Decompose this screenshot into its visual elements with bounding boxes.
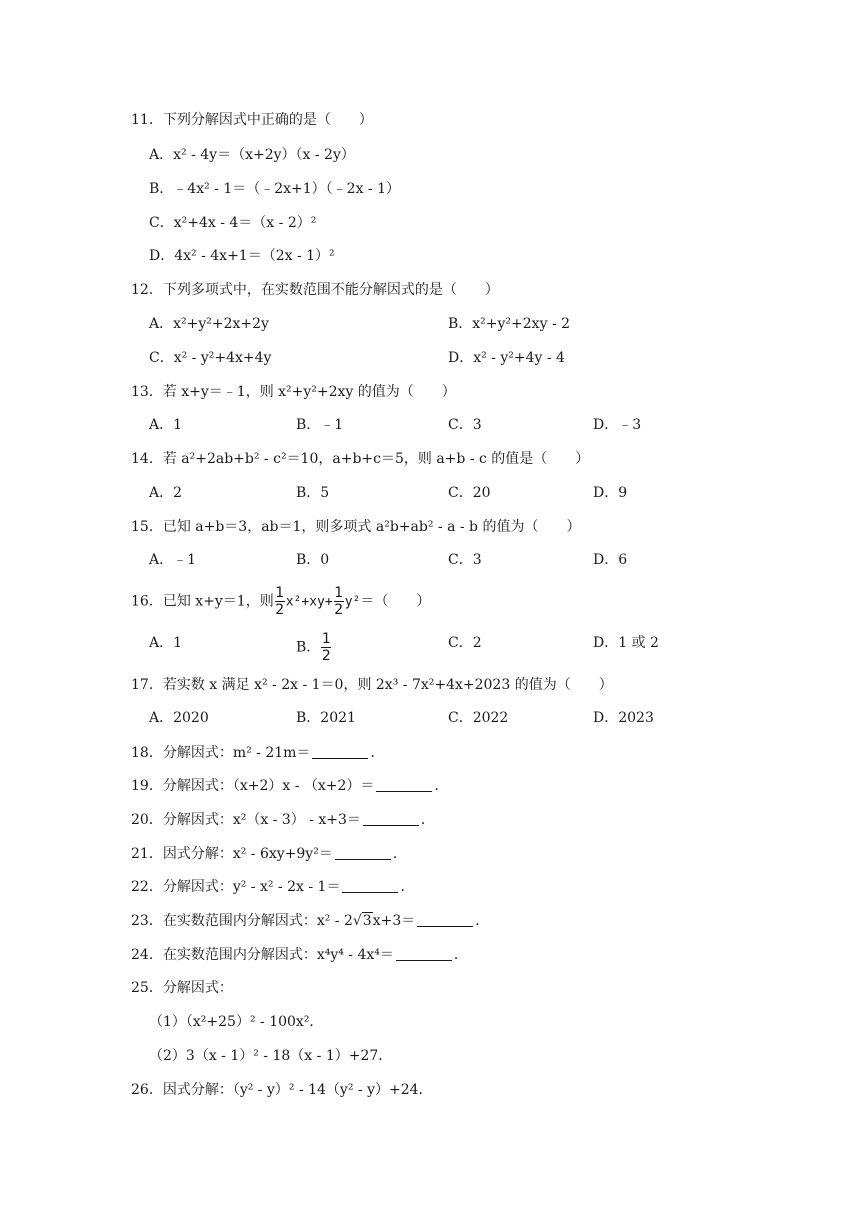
denominator: 2 xyxy=(275,602,285,618)
option-row xyxy=(0,212,860,234)
answer-blank[interactable] xyxy=(312,744,368,759)
option-d[interactable]: D．4x² - 4x+1＝（2x - 1）² xyxy=(149,248,335,264)
answer-blank[interactable] xyxy=(363,811,419,826)
option-row xyxy=(0,707,860,729)
option-c[interactable]: C．2 xyxy=(448,635,482,651)
option-b[interactable]: B．﹣1 xyxy=(296,417,344,433)
option-d[interactable]: D．9 xyxy=(593,485,628,501)
option-row xyxy=(0,313,860,335)
answer-blank[interactable] xyxy=(396,946,452,961)
option-b[interactable]: B．5 xyxy=(296,485,330,501)
option-row xyxy=(0,482,860,504)
option-b[interactable]: B．2021 xyxy=(296,710,356,726)
fraction-one-half xyxy=(275,586,285,617)
radicand: 3 xyxy=(362,913,372,929)
question-24 xyxy=(0,944,860,966)
question-stem: 23．在实数范围内分解因式：x² - 2 xyxy=(131,913,353,929)
question-stem: 22．分解因式：y² - x² - 2x - 1＝ xyxy=(131,879,341,895)
option-a[interactable]: A．﹣1 xyxy=(149,552,197,568)
option-row xyxy=(0,549,860,571)
stem-suffix: ＝（ ） xyxy=(360,593,431,610)
question-22 xyxy=(0,876,860,898)
numerator: 1 xyxy=(275,585,285,601)
option-c[interactable]: C．20 xyxy=(448,485,491,501)
option-a[interactable]: A．2 xyxy=(149,485,183,501)
question-stem: 20．分解因式：x²（x - 3） - x+3＝ xyxy=(131,812,361,828)
period: ． xyxy=(453,947,468,963)
period: ． xyxy=(420,812,435,828)
question-stem: 26．因式分解：（y² - y）² - 14（y² - y）+24． xyxy=(131,1082,433,1098)
question-stem: 14．若 a²+2ab+b² - c²＝10，a+b+c＝5，则 a+b - c 的值是（ ） xyxy=(131,451,590,467)
question-stem: 25．分解因式： xyxy=(131,980,233,996)
option-c[interactable]: C．x²+4x - 4＝（x - 2）² xyxy=(149,215,317,231)
period: ． xyxy=(370,745,385,761)
option-b[interactable]: B．﹣4x² - 1＝（﹣2x+1）（﹣2x - 1） xyxy=(149,181,401,197)
question-19 xyxy=(0,775,860,797)
question-stem: 19．分解因式：（x+2）x - （x+2）＝ xyxy=(131,778,375,794)
stem-prefix: 16．已知 x+y＝1，则 xyxy=(131,593,274,610)
option-c[interactable]: C．2022 xyxy=(448,710,509,726)
numerator: 1 xyxy=(334,585,344,601)
fraction-one-half xyxy=(334,586,344,617)
expr-part: y² xyxy=(344,594,361,610)
option-row xyxy=(0,178,860,200)
question-stem: 11．下列分解因式中正确的是（ ） xyxy=(131,112,373,128)
period: ． xyxy=(392,846,407,862)
option-a[interactable]: A．1 xyxy=(149,635,183,651)
sub-question xyxy=(0,1011,860,1033)
sqrt-symbol: √3 xyxy=(352,913,372,929)
option-a[interactable]: A．1 xyxy=(149,417,183,433)
option-d[interactable]: D．2023 xyxy=(593,710,654,726)
sub-question-2: （2）3（x - 1）² - 18（x - 1）+27． xyxy=(149,1048,393,1064)
question-stem: 17．若实数 x 满足 x² - 2x - 1＝0，则 2x³ - 7x²+4x+2023 的值为（ ） xyxy=(131,677,613,693)
expr-part: x²+xy+ xyxy=(285,594,333,610)
option-b[interactable]: B．0 xyxy=(296,552,330,568)
question-stem: 12．下列多项式中，在实数范围不能分解因式的是（ ） xyxy=(131,282,499,298)
question-23 xyxy=(0,910,860,932)
answer-blank[interactable] xyxy=(335,845,391,860)
sub-question xyxy=(0,1045,860,1067)
question-21 xyxy=(0,843,860,865)
option-b[interactable]: B．x²+y²+2xy - 2 xyxy=(448,316,571,332)
question-16 xyxy=(0,586,860,616)
option-label: B． xyxy=(296,639,321,656)
question-stem: 24．在实数范围内分解因式：x⁴y⁴ - 4x⁴＝ xyxy=(131,947,394,963)
question-25 xyxy=(0,977,860,999)
denominator: 2 xyxy=(334,602,344,618)
period: ． xyxy=(475,913,490,929)
period: ． xyxy=(434,778,449,794)
question-18 xyxy=(0,742,860,764)
option-a[interactable]: A．x² - 4y＝（x+2y）（x - 2y） xyxy=(149,147,355,163)
question-17 xyxy=(0,674,860,696)
question-26 xyxy=(0,1079,860,1101)
question-stem xyxy=(131,586,430,617)
option-a[interactable]: A．2020 xyxy=(149,710,209,726)
period: ． xyxy=(400,879,415,895)
option-row xyxy=(0,144,860,166)
answer-blank[interactable] xyxy=(417,912,473,927)
denominator: 2 xyxy=(321,648,331,664)
question-11 xyxy=(0,109,860,131)
question-stem: 13．若 x+y＝﹣1，则 x²+y²+2xy 的值为（ ） xyxy=(131,384,456,400)
numerator: 1 xyxy=(321,631,331,647)
question-stem: 21．因式分解：x² - 6xy+9y²＝ xyxy=(131,846,333,862)
option-d[interactable]: D．x² - y²+4y - 4 xyxy=(448,350,565,366)
option-d[interactable]: D．1 或 2 xyxy=(593,635,659,651)
fraction-one-half xyxy=(321,632,331,663)
question-20 xyxy=(0,809,860,831)
option-c[interactable]: C．3 xyxy=(448,552,482,568)
question-12 xyxy=(0,279,860,301)
option-b[interactable] xyxy=(296,632,332,663)
answer-blank[interactable] xyxy=(376,777,432,792)
question-stem: 18．分解因式：m² - 21m＝ xyxy=(131,745,311,761)
answer-blank[interactable] xyxy=(342,878,398,893)
option-a[interactable]: A．x²+y²+2x+2y xyxy=(149,316,269,332)
option-c[interactable]: C．x² - y²+4x+4y xyxy=(149,350,272,366)
sub-question-1: （1）（x²+25）² - 100x²． xyxy=(149,1014,324,1030)
option-d[interactable]: D．6 xyxy=(593,552,628,568)
option-d[interactable]: D．﹣3 xyxy=(593,417,642,433)
option-row xyxy=(0,414,860,436)
stem-mid: x+3＝ xyxy=(372,913,416,929)
question-15 xyxy=(0,516,860,538)
option-row xyxy=(0,347,860,369)
option-row xyxy=(0,632,860,664)
option-c[interactable]: C．3 xyxy=(448,417,482,433)
question-14 xyxy=(0,448,860,470)
option-row xyxy=(0,245,860,267)
question-13 xyxy=(0,381,860,403)
question-stem: 15．已知 a+b＝3，ab＝1，则多项式 a²b+ab² - a - b 的值为（ ） xyxy=(131,519,581,535)
